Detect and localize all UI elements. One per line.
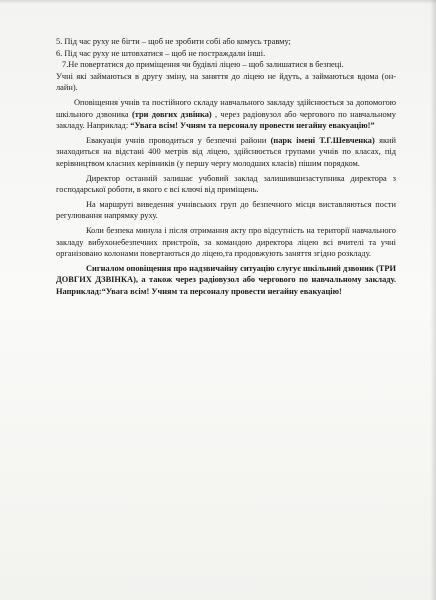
- notification-signal: (три довгих дзвінка): [131, 109, 212, 119]
- notification-text: Оповіщення учнів та постійного складу навчального закладу здійснюється за допомогою шкільного дзвоника: [56, 97, 396, 119]
- evacuation-paragraph: [56, 135, 396, 170]
- list-item-5: 5. Під час руху не бігти – щоб не зробити собі або комусь травму;: [56, 37, 291, 46]
- signal-text: Сигналом оповіщення про надзвичайну ситуацію слугує шкільний дзвоник (ТРИ ДОВГИХ ДЗВІНКА), а також через радіовузол або чергового по навчальному закладу. Наприклад:“Увага всім! Учням та персоналу провести негайну евакуацію!: [56, 263, 396, 296]
- list-item-6: 6. Під час руху не штовхатися – щоб не постраждали інші.: [56, 48, 266, 58]
- evacuation-text-2: який знаходиться на відстані 400 метрів від ліцею, здійснюється групами учнів по класах, під керівництвом класних керівників (у першу чергу молодших класів) пішим порядком.: [56, 135, 396, 168]
- notification-text-2: , через радіовузол або чергового по навчальному закладу. Наприклад:: [56, 109, 396, 131]
- document-body: [56, 36, 396, 297]
- scan-right-edge: [430, 0, 436, 600]
- notification-example: “Увага всім! Учням та персоналу провести негайну евакуацію!”: [130, 121, 375, 131]
- scan-top-edge: [0, 0, 436, 4]
- return-paragraph: Коли безпека минула і після отримання акту про відсутність на території навчального закладу вибухонебезпечних пристроїв, за командою директора ліцею всі вчителі та учні організовано колонами повертаються до ліцею,та продовжують заняття згідно розкладу.: [56, 225, 396, 259]
- routes-paragraph: На маршруті виведення учнівських груп до безпечного місця виставляються пости регулювання напрямку руху.: [56, 199, 396, 221]
- director-paragraph: Директор останній залишає учбовий заклад залишившизаступника директора з господарської роботи, в якого є всі ключі від приміщень.: [56, 173, 396, 195]
- notification-paragraph: [56, 97, 396, 132]
- second-shift-paragraph: Учні які займаються в другу зміну, на заняття до ліцею не йдуть, а займаються вдома (он- лайн).: [56, 71, 396, 93]
- signal-paragraph: [56, 263, 396, 298]
- evacuation-location: (парк імені Т.Г.Шевченка): [270, 135, 375, 145]
- list-item-7: 7.Не повертатися до приміщення чи будівлі ліцею – щоб залишатися в безпеці.: [62, 60, 344, 70]
- evacuation-text: Евакуація учнів проводиться у безпечні райони: [86, 135, 271, 145]
